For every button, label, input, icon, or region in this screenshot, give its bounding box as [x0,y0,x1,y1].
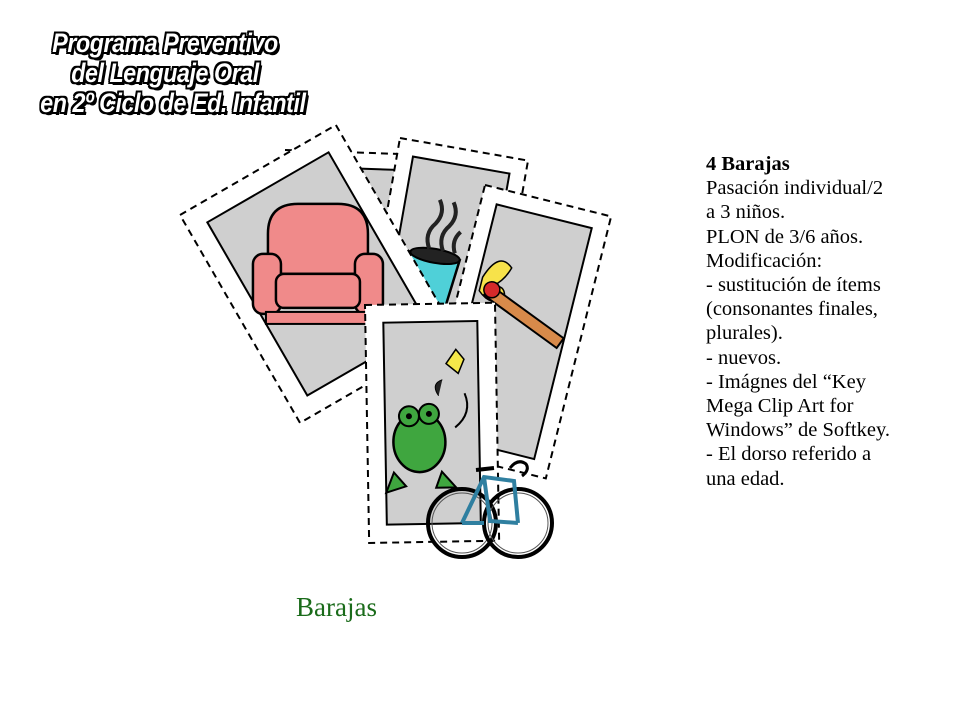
title-line-2: del Lenguaje Oral [71,58,259,89]
notes-line: Pasación individual/2 [706,177,884,200]
notes-line: (consonantes finales, [706,298,878,321]
slide-title [40,28,306,119]
notes-line: Windows” de Softkey. [706,419,891,442]
notes-line: Modificación: [706,249,823,272]
image-caption: Barajas [296,592,377,622]
notes-line: Mega Clip Art for [706,395,854,418]
stamp-cards-illustration [140,110,660,580]
title-line-1: Programa Preventivo [52,28,278,58]
notes-line: - El dorso referido a [706,443,872,466]
title-line-3: en 2º Ciclo de Ed. Infantil [40,88,306,119]
notes-line: plurales). [706,322,783,345]
notes-line: una edad. [706,467,785,490]
notes-heading: 4 Barajas [706,153,790,175]
notes-line: - nuevos. [706,346,782,369]
armchair-icon [253,204,383,324]
description-notes [706,152,956,491]
notes-line: - sustitución de ítems [706,274,881,297]
notes-line: - Imágnes del “Key [706,370,866,393]
notes-line: a 3 niños. [706,201,786,224]
notes-line: PLON de 3/6 años. [706,225,864,248]
